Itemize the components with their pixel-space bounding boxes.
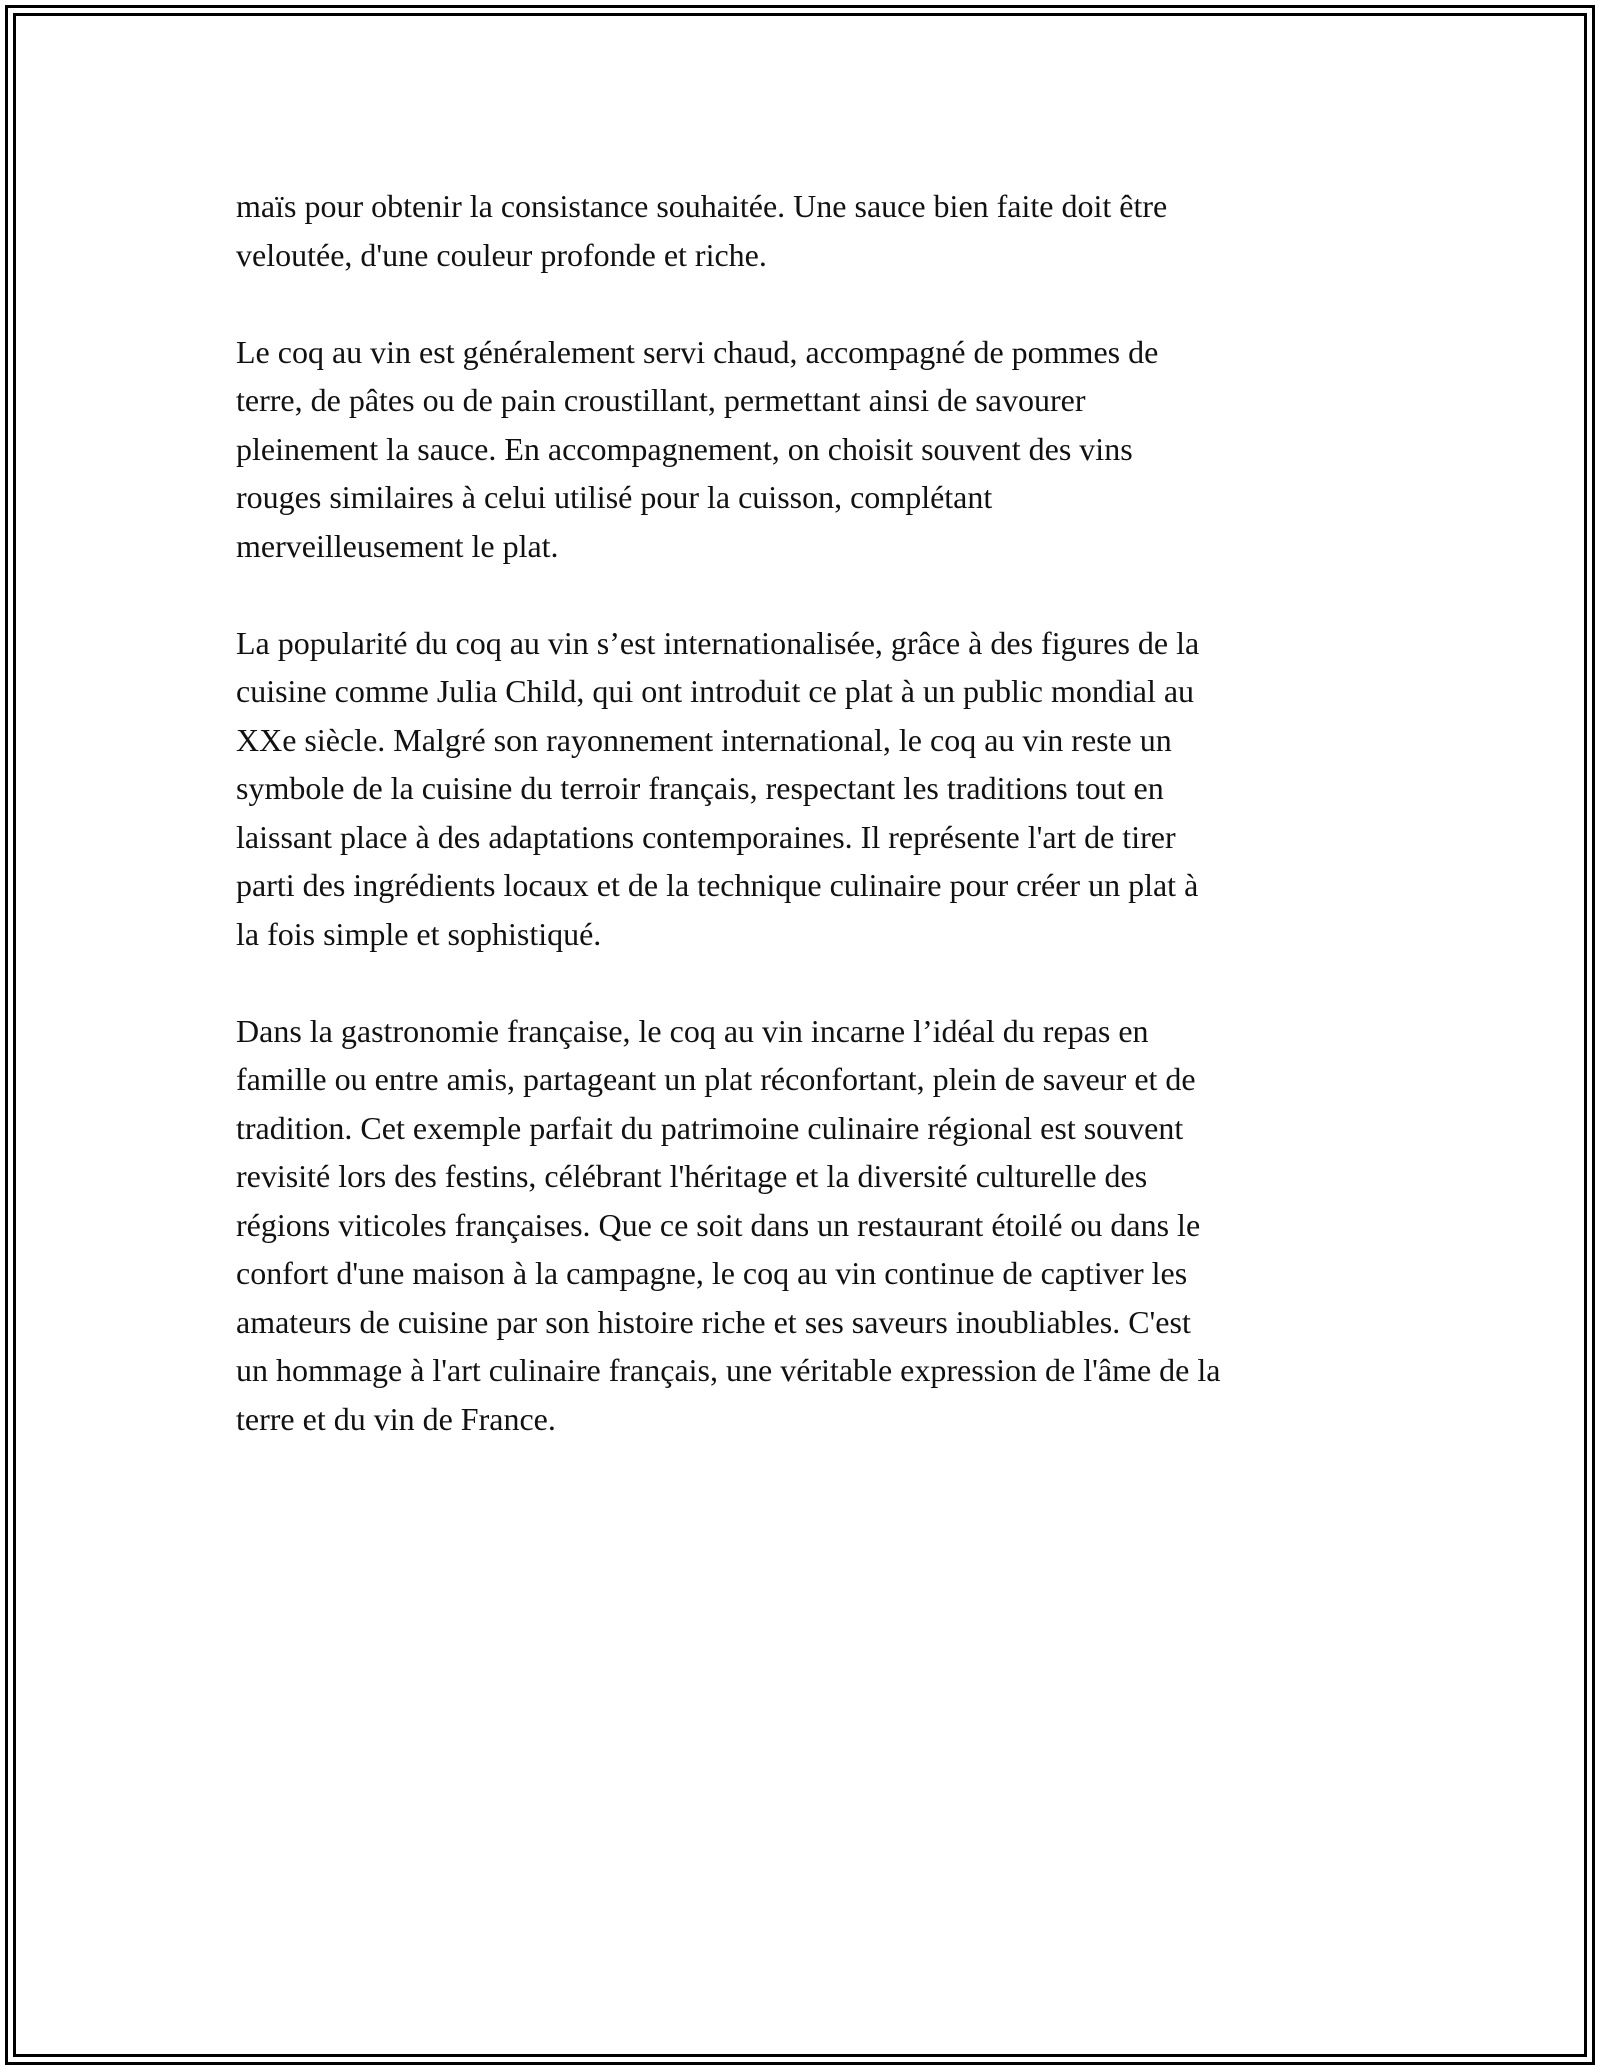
paragraph-gastronomy	[236, 1007, 1376, 1444]
text-line: rouges similaires à celui utilisé pour la cuisson, complétant	[236, 479, 993, 515]
text-line: la fois simple et sophistiqué.	[236, 915, 602, 952]
text-line: terre et du vin de France.	[236, 1400, 556, 1437]
text-line: parti des ingrédients locaux et de la technique culinaire pour créer un plat à	[236, 867, 1199, 903]
paragraph-serving	[236, 328, 1376, 571]
text-line: Dans la gastronomie française, le coq au vin incarne l’idéal du repas en	[236, 1012, 1149, 1049]
text-line: symbole de la cuisine du terroir français, respectant les traditions tout en	[236, 770, 1164, 806]
text-line: merveilleusement le plat.	[236, 527, 559, 564]
text-line: régions viticoles françaises. Que ce soit dans un restaurant étoilé ou dans le	[236, 1206, 1201, 1243]
text-line: tradition. Cet exemple parfait du patrimoine culinaire régional est souvent	[236, 1109, 1184, 1146]
document-body	[236, 182, 1376, 1492]
text-line: un hommage à l'art culinaire français, une véritable expression de l'âme de la	[236, 1352, 1221, 1388]
text-line: amateurs de cuisine par son histoire riche et ses saveurs inoubliables. C'est	[236, 1303, 1191, 1340]
text-line: terre, de pâtes ou de pain croustillant, permettant ainsi de savourer	[236, 382, 1086, 418]
paragraph-sauce-end	[236, 182, 1376, 279]
text-line: pleinement la sauce. En accompagnement, on choisit souvent des vins	[236, 430, 1133, 467]
text-line: confort d'une maison à la campagne, le coq au vin continue de captiver les	[236, 1255, 1188, 1291]
text-line: revisité lors des festins, célébrant l'héritage et la diversité culturelle des	[236, 1158, 1148, 1194]
text-line: cuisine comme Julia Child, qui ont introduit ce plat à un public mondial au	[236, 673, 1195, 709]
text-line: maïs pour obtenir la consistance souhaitée. Une sauce bien faite doit être	[236, 188, 1168, 224]
text-line: veloutée, d'une couleur profonde et riche.	[236, 236, 767, 273]
text-line: famille ou entre amis, partageant un plat réconfortant, plein de saveur et de	[236, 1061, 1196, 1097]
text-line: XXe siècle. Malgré son rayonnement international, le coq au vin reste un	[236, 721, 1172, 758]
paragraph-popularity	[236, 619, 1376, 959]
text-line: laissant place à des adaptations contemporaines. Il représente l'art de tirer	[236, 818, 1176, 855]
text-line: La popularité du coq au vin s’est internationalisée, grâce à des figures de la	[236, 624, 1200, 661]
text-line: Le coq au vin est généralement servi chaud, accompagné de pommes de	[236, 333, 1159, 370]
